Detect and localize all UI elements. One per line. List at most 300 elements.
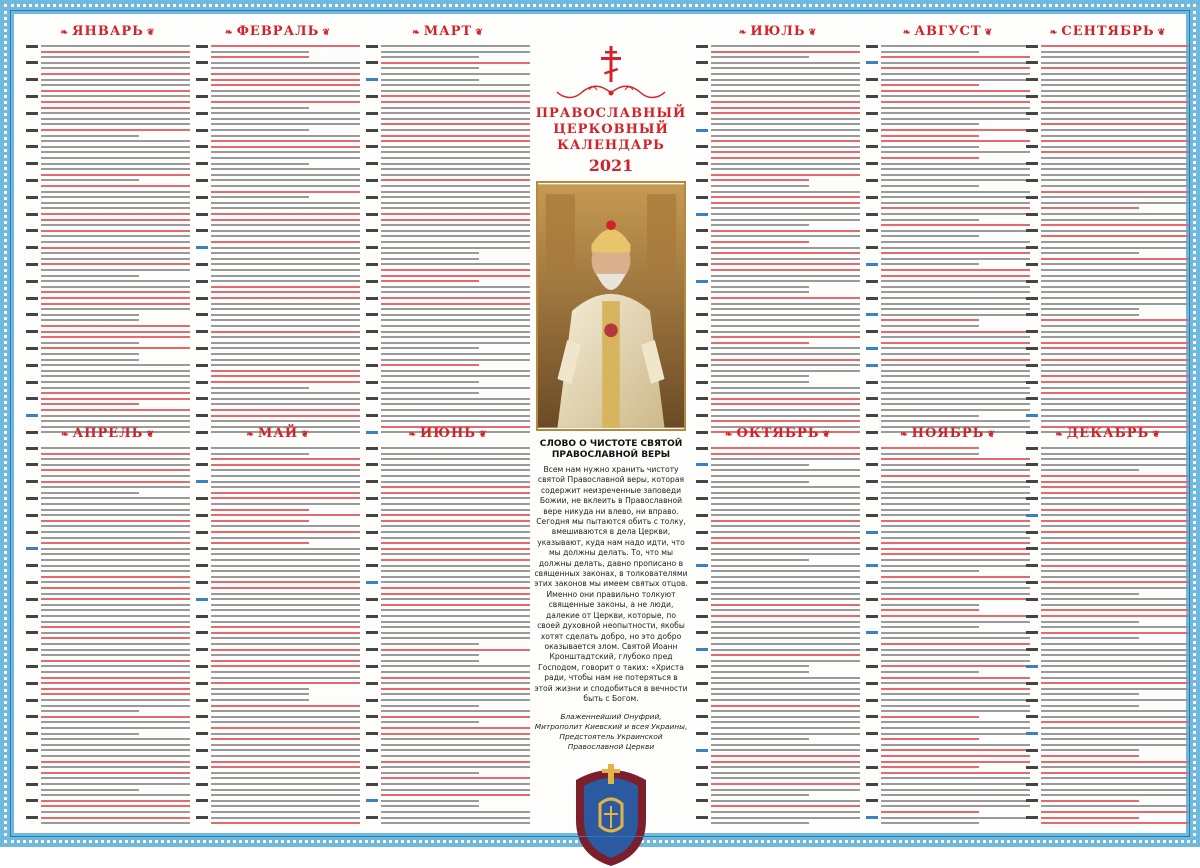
day-mark <box>26 463 38 466</box>
text-mark <box>381 314 530 316</box>
day-mark <box>866 766 878 769</box>
text-line <box>26 603 190 607</box>
text-mark <box>381 107 530 109</box>
day-mark <box>366 129 378 132</box>
text-mark <box>711 107 860 109</box>
text-mark <box>711 174 860 176</box>
day-mark <box>26 480 38 483</box>
text-mark <box>881 179 1030 181</box>
day-mark <box>1026 213 1038 216</box>
text-mark <box>41 649 190 651</box>
day-mark <box>366 631 378 634</box>
text-mark <box>1041 626 1190 628</box>
text-mark <box>211 359 360 361</box>
text-line <box>196 810 360 814</box>
text-line <box>1026 804 1190 808</box>
text-line <box>866 145 1030 149</box>
text-line <box>26 597 190 601</box>
text-line <box>196 145 360 149</box>
text-mark <box>41 531 190 533</box>
day-mark <box>866 313 878 316</box>
text-mark <box>711 604 860 606</box>
text-line <box>366 552 530 556</box>
text-mark <box>1041 62 1190 64</box>
text-mark <box>41 514 190 516</box>
month-january: ❧ ЯНВАРЬ ❦ <box>24 22 192 437</box>
text-mark <box>381 604 530 606</box>
text-line <box>866 776 1030 780</box>
text-mark <box>881 224 1030 226</box>
text-line <box>196 726 360 730</box>
day-mark <box>866 145 878 148</box>
text-mark <box>711 196 860 198</box>
text-mark <box>381 90 530 92</box>
text-mark <box>41 247 190 249</box>
text-mark <box>1041 615 1190 617</box>
text-line <box>696 765 860 769</box>
text-line <box>196 139 360 143</box>
day-mark <box>26 347 38 350</box>
day-mark <box>366 145 378 148</box>
text-line <box>196 698 360 702</box>
text-line <box>196 748 360 752</box>
text-line <box>196 195 360 199</box>
text-line <box>1026 614 1190 618</box>
text-line <box>196 128 360 132</box>
text-mark <box>41 135 139 137</box>
day-mark <box>1026 196 1038 199</box>
text-mark <box>711 135 860 137</box>
text-mark <box>711 609 860 611</box>
text-line <box>26 564 190 568</box>
day-mark <box>1026 783 1038 786</box>
text-mark <box>1041 219 1190 221</box>
text-line <box>1026 788 1190 792</box>
text-line <box>26 307 190 311</box>
text-mark <box>211 263 360 265</box>
text-mark <box>881 565 1030 567</box>
text-line <box>366 452 530 456</box>
text-mark <box>881 514 1030 516</box>
text-line <box>696 709 860 713</box>
day-mark <box>696 766 708 769</box>
text-mark <box>1041 140 1190 142</box>
day-mark <box>26 497 38 500</box>
text-line <box>196 313 360 317</box>
text-line <box>696 94 860 98</box>
text-line <box>1026 502 1190 506</box>
text-mark <box>881 699 1030 701</box>
text-line <box>1026 485 1190 489</box>
text-line <box>196 586 360 590</box>
text-mark <box>41 67 190 69</box>
text-mark <box>711 303 860 305</box>
text-mark <box>381 727 530 729</box>
text-line <box>1026 536 1190 540</box>
text-line <box>196 162 360 166</box>
text-mark <box>711 129 860 131</box>
text-line <box>366 363 530 367</box>
text-line <box>866 352 1030 356</box>
text-mark <box>711 291 809 293</box>
text-line <box>196 341 360 345</box>
text-mark <box>211 370 360 372</box>
text-mark <box>211 56 309 58</box>
text-line <box>866 676 1030 680</box>
text-mark <box>211 548 360 550</box>
day-mark <box>366 381 378 384</box>
text-mark <box>381 336 530 338</box>
text-mark <box>381 258 479 260</box>
text-line <box>866 457 1030 461</box>
day-mark <box>366 61 378 64</box>
text-mark <box>381 537 530 539</box>
text-mark <box>381 553 530 555</box>
text-mark <box>711 191 860 193</box>
text-line <box>26 50 190 54</box>
text-line <box>1026 290 1190 294</box>
text-line <box>696 687 860 691</box>
text-line <box>696 335 860 339</box>
text-line <box>366 631 530 635</box>
text-mark <box>211 375 360 377</box>
text-mark <box>41 353 139 355</box>
text-mark <box>881 168 1030 170</box>
text-mark <box>211 593 360 595</box>
text-line <box>866 547 1030 551</box>
text-line <box>696 402 860 406</box>
text-mark <box>41 207 190 209</box>
text-mark <box>881 800 1030 802</box>
day-mark <box>696 480 708 483</box>
text-line <box>696 128 860 132</box>
text-mark <box>211 766 360 768</box>
day-mark <box>696 598 708 601</box>
text-mark <box>381 486 530 488</box>
text-line <box>196 659 360 663</box>
day-mark <box>1026 280 1038 283</box>
day-mark <box>26 213 38 216</box>
text-mark <box>1041 721 1190 723</box>
text-line <box>26 692 190 696</box>
text-line <box>366 569 530 573</box>
text-mark <box>711 314 860 316</box>
text-line <box>26 218 190 222</box>
text-line <box>696 307 860 311</box>
day-mark <box>26 229 38 232</box>
text-line <box>1026 810 1190 814</box>
text-mark <box>41 219 190 221</box>
text-line <box>1026 653 1190 657</box>
text-line <box>196 558 360 562</box>
text-line <box>866 374 1030 378</box>
text-mark <box>381 202 530 204</box>
text-mark <box>211 733 360 735</box>
text-mark <box>211 537 360 539</box>
text-line <box>366 139 530 143</box>
text-mark <box>41 409 190 411</box>
text-line <box>1026 145 1190 149</box>
day-mark <box>196 263 208 266</box>
day-mark <box>26 615 38 618</box>
text-line <box>866 397 1030 401</box>
text-mark <box>881 615 1030 617</box>
text-line <box>696 352 860 356</box>
text-line <box>26 206 190 210</box>
text-mark <box>711 699 860 701</box>
text-mark <box>881 314 1030 316</box>
text-mark <box>1041 107 1190 109</box>
text-line <box>26 816 190 820</box>
text-line <box>866 358 1030 362</box>
day-mark <box>1026 799 1038 802</box>
text-line <box>866 452 1030 456</box>
day-mark <box>1026 162 1038 165</box>
day-mark <box>26 531 38 534</box>
month-entries <box>366 44 530 437</box>
text-mark <box>211 112 360 114</box>
text-line <box>366 804 530 808</box>
text-line <box>1026 274 1190 278</box>
day-mark <box>196 598 208 601</box>
text-line <box>196 760 360 764</box>
text-mark <box>211 364 360 366</box>
day-mark <box>696 45 708 48</box>
text-line <box>26 150 190 154</box>
text-line <box>26 257 190 261</box>
text-line <box>26 536 190 540</box>
text-line <box>696 446 860 450</box>
text-line <box>866 463 1030 467</box>
text-line <box>866 564 1030 568</box>
text-line <box>366 274 530 278</box>
text-line <box>366 134 530 138</box>
text-mark <box>211 811 360 813</box>
text-mark <box>381 632 530 634</box>
text-mark <box>881 420 1030 422</box>
text-mark <box>41 744 190 746</box>
text-mark <box>711 241 809 243</box>
text-line <box>196 569 360 573</box>
text-line <box>866 524 1030 528</box>
day-mark <box>196 665 208 668</box>
text-line <box>696 642 860 646</box>
text-line <box>696 240 860 244</box>
text-mark <box>711 693 860 695</box>
day-mark <box>696 263 708 266</box>
text-mark <box>1041 347 1190 349</box>
text-line <box>696 530 860 534</box>
text-mark <box>881 509 1030 511</box>
text-line <box>1026 625 1190 629</box>
text-mark <box>41 95 190 97</box>
text-line <box>866 737 1030 741</box>
text-mark <box>881 241 1030 243</box>
text-mark <box>41 308 190 310</box>
month-july: ❧ ИЮЛЬ ❦ <box>694 22 862 437</box>
text-mark <box>381 548 530 550</box>
text-mark <box>41 509 190 511</box>
text-mark <box>1041 79 1190 81</box>
text-line <box>196 324 360 328</box>
text-mark <box>211 772 360 774</box>
text-line <box>1026 346 1190 350</box>
text-mark <box>711 649 860 651</box>
text-mark <box>381 649 530 651</box>
text-mark <box>41 90 190 92</box>
text-mark <box>381 230 530 232</box>
text-mark <box>711 331 860 333</box>
month-may: ❧ МАЙ ❦ <box>194 424 362 832</box>
text-mark <box>381 95 530 97</box>
text-line <box>366 229 530 233</box>
text-line <box>196 218 360 222</box>
text-line <box>196 94 360 98</box>
text-line <box>1026 564 1190 568</box>
text-mark <box>1041 458 1190 460</box>
text-line <box>696 380 860 384</box>
text-line <box>866 760 1030 764</box>
text-mark <box>381 101 530 103</box>
text-mark <box>1041 688 1190 690</box>
day-mark <box>196 61 208 64</box>
text-line <box>1026 162 1190 166</box>
text-line <box>1026 760 1190 764</box>
day-mark <box>1026 263 1038 266</box>
text-mark <box>381 392 479 394</box>
text-line <box>196 508 360 512</box>
day-mark <box>366 112 378 115</box>
text-line <box>196 715 360 719</box>
text-mark <box>211 118 360 120</box>
text-mark <box>41 84 190 86</box>
text-line <box>1026 816 1190 820</box>
text-mark <box>881 542 1030 544</box>
day-mark <box>1026 45 1038 48</box>
text-mark <box>1041 308 1139 310</box>
day-mark <box>196 799 208 802</box>
text-line <box>1026 642 1190 646</box>
text-line <box>26 72 190 76</box>
text-mark <box>1041 565 1190 567</box>
text-mark <box>41 370 190 372</box>
text-line <box>696 72 860 76</box>
text-mark <box>881 303 1030 305</box>
text-mark <box>711 665 809 667</box>
text-line <box>1026 720 1190 724</box>
text-line <box>366 313 530 317</box>
day-mark <box>696 364 708 367</box>
text-line <box>196 541 360 545</box>
text-line <box>866 318 1030 322</box>
text-line <box>1026 94 1190 98</box>
text-mark <box>1041 56 1190 58</box>
text-mark <box>881 693 1030 695</box>
text-mark <box>41 503 190 505</box>
text-mark <box>711 637 860 639</box>
text-line <box>866 178 1030 182</box>
text-mark <box>41 179 139 181</box>
text-mark <box>881 749 1030 751</box>
text-mark <box>211 481 360 483</box>
text-mark <box>211 387 309 389</box>
text-mark <box>1041 95 1190 97</box>
center-column <box>531 36 691 836</box>
text-mark <box>711 721 860 723</box>
month-entries <box>696 44 860 437</box>
text-line <box>696 564 860 568</box>
text-line <box>866 167 1030 171</box>
text-line <box>696 547 860 551</box>
text-line <box>1026 782 1190 786</box>
text-mark <box>711 123 860 125</box>
text-line <box>26 100 190 104</box>
text-line <box>696 50 860 54</box>
text-line <box>696 726 860 730</box>
day-mark <box>366 246 378 249</box>
text-line <box>196 732 360 736</box>
text-line <box>196 664 360 668</box>
text-line <box>696 369 860 373</box>
text-mark <box>41 688 190 690</box>
text-line <box>1026 66 1190 70</box>
text-line <box>1026 296 1190 300</box>
text-mark <box>711 727 860 729</box>
text-line <box>1026 150 1190 154</box>
text-line <box>1026 318 1190 322</box>
text-line <box>1026 737 1190 741</box>
text-line <box>366 575 530 579</box>
day-mark <box>366 364 378 367</box>
text-line <box>866 346 1030 350</box>
text-mark <box>211 90 360 92</box>
text-mark <box>1041 73 1190 75</box>
day-mark <box>1026 665 1038 668</box>
text-line <box>196 446 360 450</box>
day-mark <box>366 280 378 283</box>
text-mark <box>211 794 360 796</box>
text-mark <box>41 733 139 735</box>
text-mark <box>381 626 530 628</box>
text-mark <box>1041 129 1190 131</box>
text-mark <box>1041 481 1190 483</box>
text-mark <box>381 621 530 623</box>
text-mark <box>881 359 1030 361</box>
text-line <box>1026 547 1190 551</box>
day-mark <box>196 783 208 786</box>
text-mark <box>711 112 860 114</box>
text-mark <box>41 224 190 226</box>
text-line <box>1026 748 1190 752</box>
day-mark <box>866 61 878 64</box>
text-line <box>366 530 530 534</box>
text-line <box>866 732 1030 736</box>
text-line <box>366 636 530 640</box>
text-mark <box>211 458 360 460</box>
text-mark <box>1041 151 1190 153</box>
text-line <box>866 558 1030 562</box>
day-mark <box>1026 816 1038 819</box>
text-line <box>26 748 190 752</box>
text-mark <box>881 409 1030 411</box>
text-mark <box>211 727 360 729</box>
text-mark <box>41 403 139 405</box>
text-line <box>26 134 190 138</box>
text-line <box>196 414 360 418</box>
text-mark <box>1041 492 1190 494</box>
text-mark <box>381 783 530 785</box>
text-line <box>696 474 860 478</box>
